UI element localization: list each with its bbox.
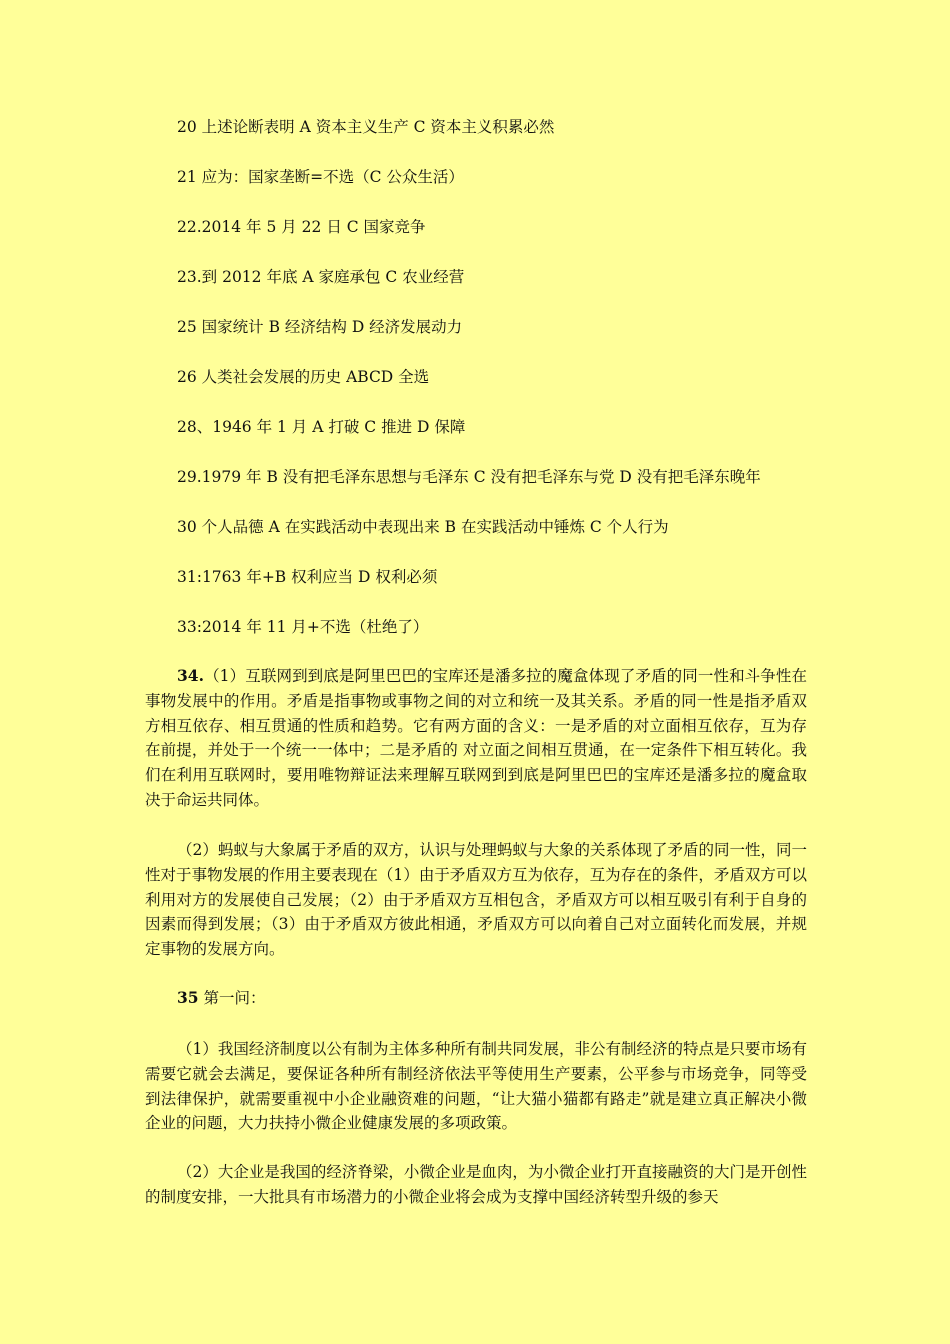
answer-line-28: 28、1946 年 1 月 A 打破 C 推进 D 保障 [177, 418, 466, 436]
q34-part2-paragraph: （2）蚂蚁与大象属于矛盾的双方，认识与处理蚂蚁与大象的关系体现了矛盾的同一性，同一性对于事物发展的作用主要表现在（1）由于矛盾双方互为依存，互为存在的条件，矛盾双方可以利用对方的发展使自己发展；（2）由于矛盾双方互相包含，矛盾双方可以相互吸引有利于自身的因素而得到发展；（3）由于矛盾双方彼此相通，矛盾双方可以向着自己对立面转化而发展，并规定事物的发展方向。 [145, 841, 807, 959]
answer-line-23: 23.到 2012 年底 A 家庭承包 C 农业经营 [177, 268, 465, 286]
q35-heading [177, 986, 266, 1010]
q34-number: 34. [177, 666, 204, 685]
answer-line-26: 26 人类社会发展的历史 ABCD 全选 [177, 368, 430, 386]
short-answer-list [177, 112, 761, 662]
answer-line-30: 30 个人品德 A 在实践活动中表现出来 B 在实践活动中锤炼 C 个人行为 [177, 518, 669, 536]
answer-line-31: 31:1763 年+B 权利应当 D 权利必须 [177, 568, 438, 586]
q35-part2-paragraph: （2）大企业是我国的经济脊梁，小微企业是血肉，为小微企业打开直接融资的大门是开创性的制度安排，一大批具有市场潜力的小微企业将会成为支撑中国经济转型升级的参天 [145, 1163, 807, 1206]
q35-number: 35 [177, 988, 199, 1007]
answer-line-20: 20 上述论断表明 A 资本主义生产 C 资本主义积累必然 [177, 118, 555, 136]
answer-line-33: 33:2014 年 11 月+不选（杜绝了） [177, 618, 429, 636]
answer-line-21: 21 应为：国家垄断=不选（C 公众生活） [177, 168, 464, 186]
answer-line-22: 22.2014 年 5 月 22 日 C 国家竞争 [177, 218, 426, 236]
q35-heading-text: 第一问： [198, 989, 266, 1007]
q34-part1-paragraph [145, 664, 807, 813]
q34-part1-text: （1）互联网到到底是阿里巴巴的宝库还是潘多拉的魔盒体现了矛盾的同一性和斗争性在事物发展中的作用。矛盾是指事物或事物之间的对立和统一及其关系。矛盾的同一性是指矛盾双方相互依存、相互贯通的性质和趋势。它有两方面的含义：一是矛盾的对立面相互依存，互为存在前提，并处于一个统一一体中；二是矛盾的 对立面之间相互贯通，在一定条件下相互转化。我们在利用互联网时，要用唯物辩证法来理解互联网到到底是阿里巴巴的宝库还是潘多拉的魔盒取决于命运共同体。 [145, 667, 807, 809]
answer-line-25: 25 国家统计 B 经济结构 D 经济发展动力 [177, 318, 463, 336]
answer-line-29: 29.1979 年 B 没有把毛泽东思想与毛泽东 C 没有把毛泽东与党 D 没有把毛泽东晚年 [177, 468, 761, 486]
q35-part1-paragraph: （1）我国经济制度以公有制为主体多种所有制共同发展，非公有制经济的特点是只要市场有需要它就会去满足，要保证各种所有制经济依法平等使用生产要素，公平参与市场竞争，同等受到法律保护，就需要重视中小企业融资难的问题，“让大猫小猫都有路走”就是建立真正解决小微企业的问题，大力扶持小微企业健康发展的多项政策。 [145, 1040, 807, 1133]
